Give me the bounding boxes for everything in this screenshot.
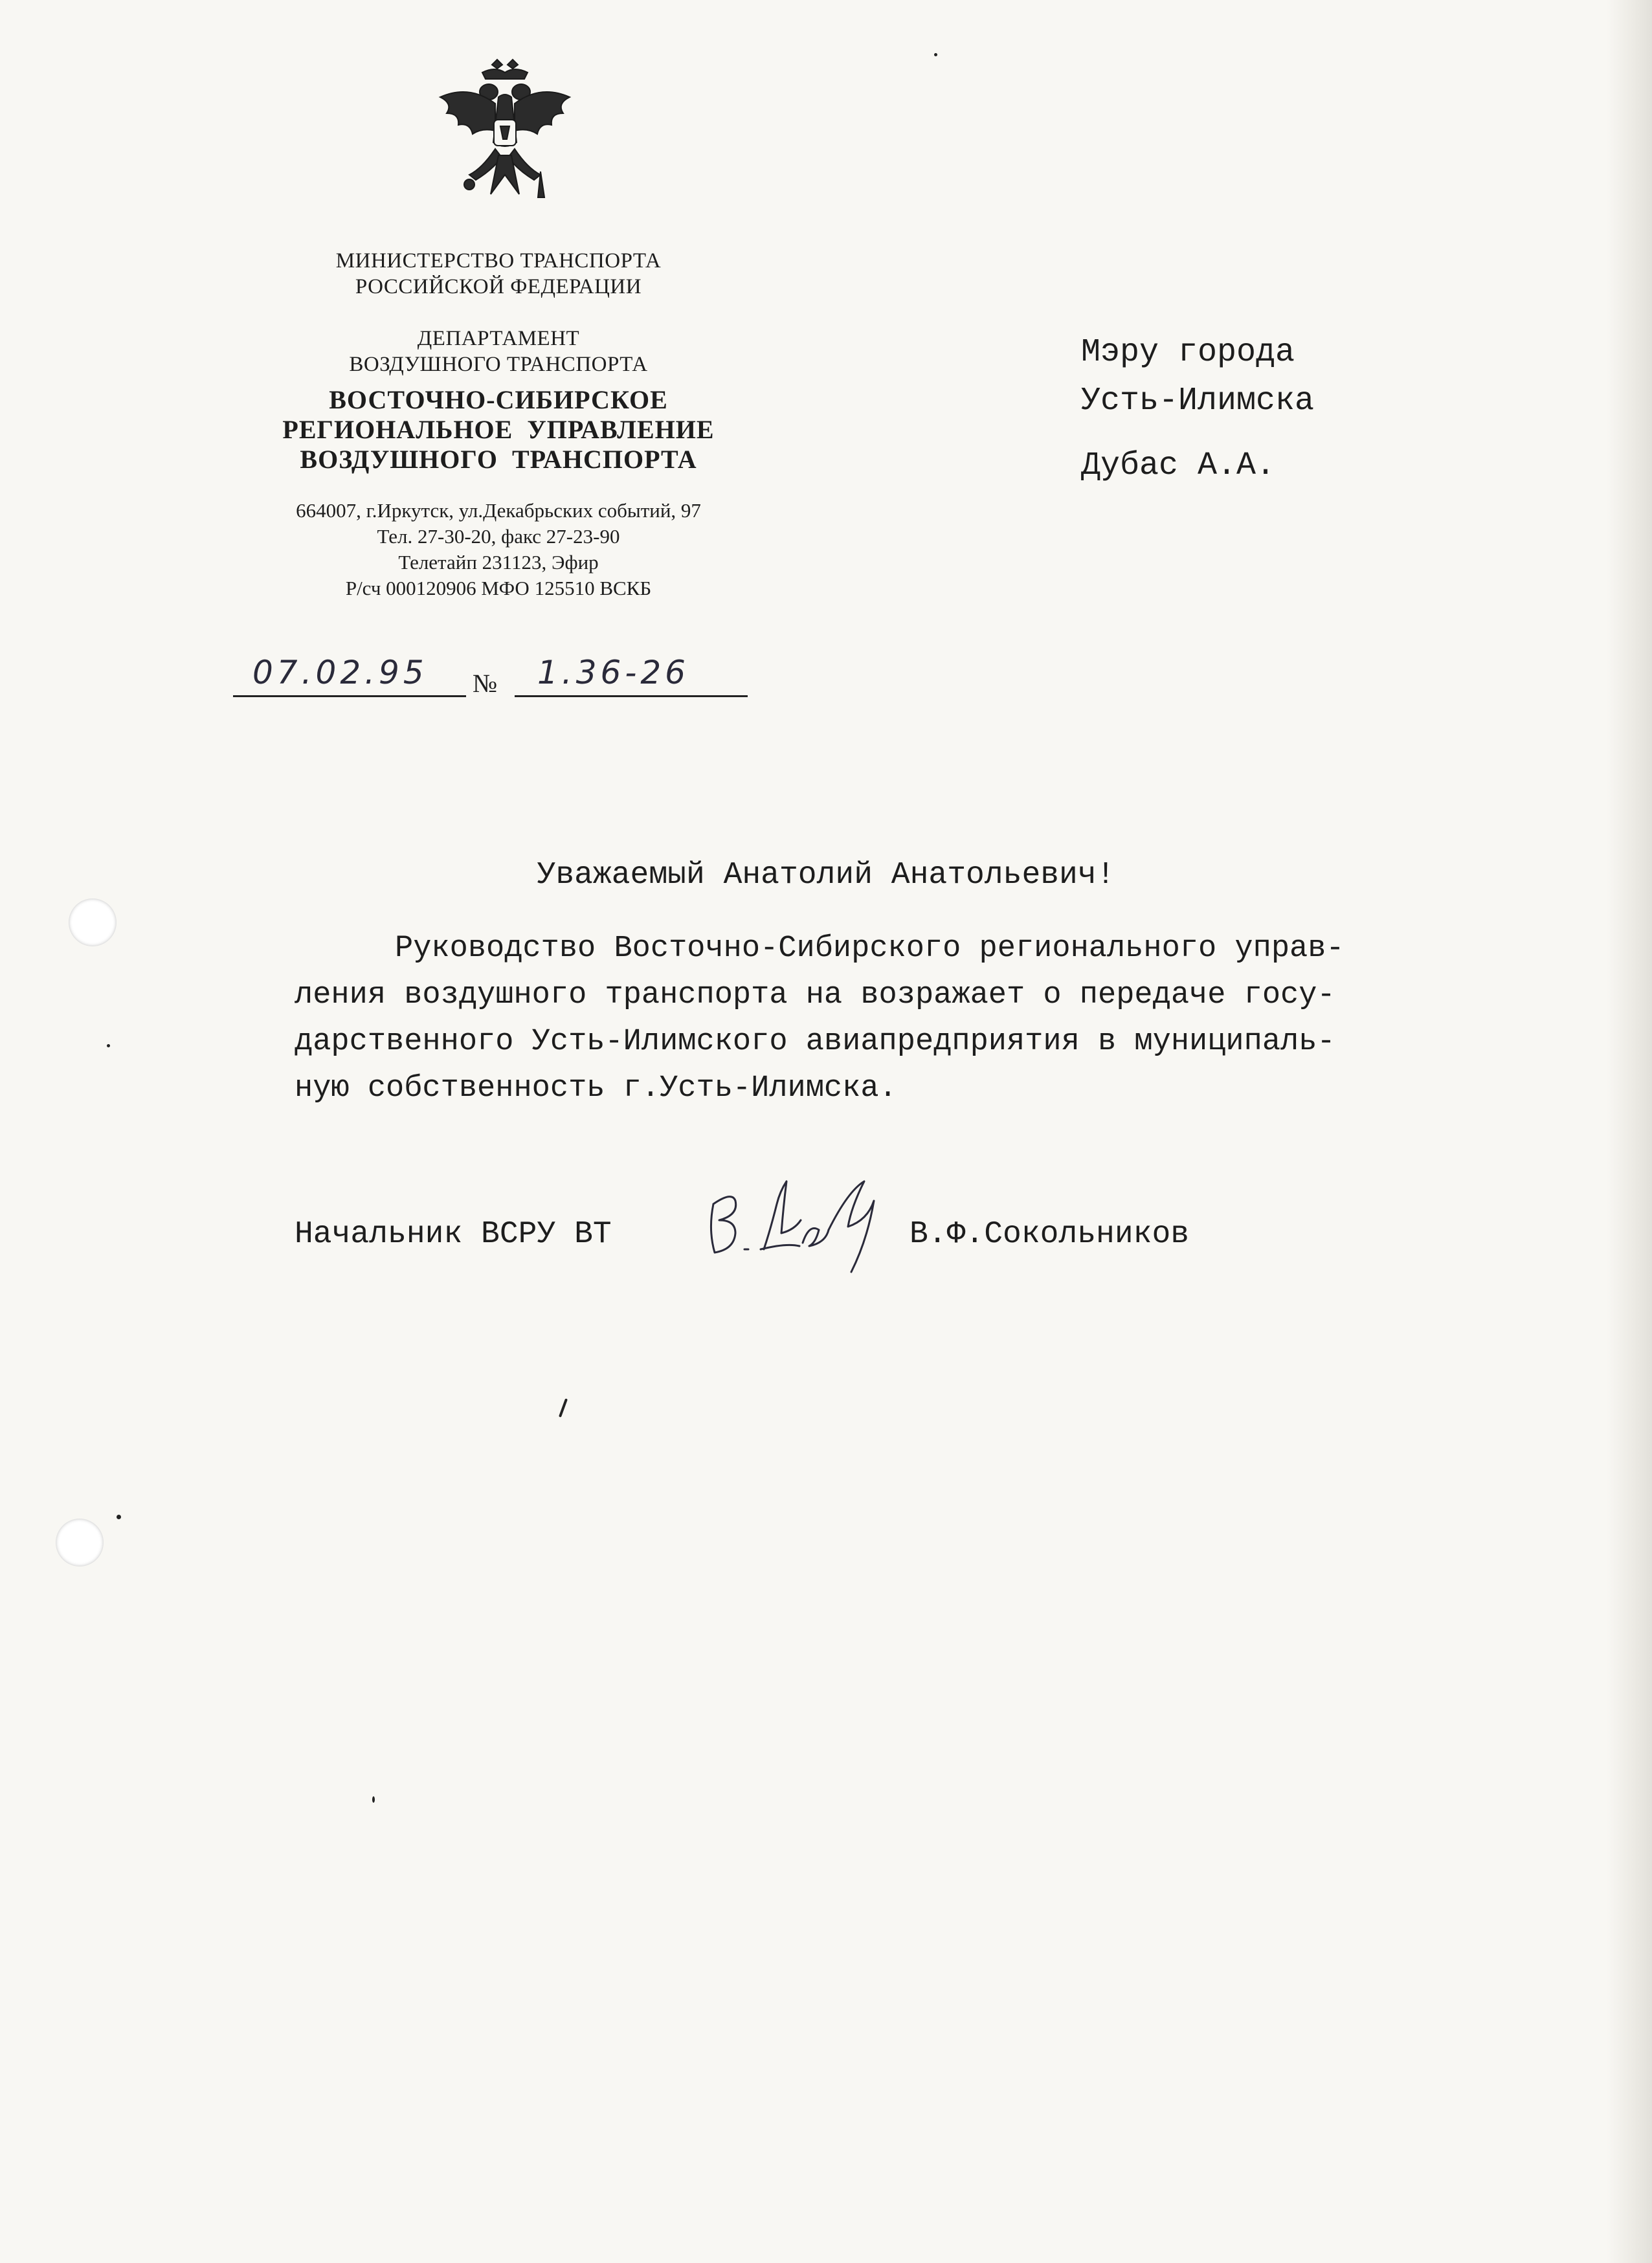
organization-line-2: РЕГИОНАЛЬНОЕ УПРАВЛЕНИЕ: [282, 415, 715, 444]
punch-hole-bottom: [56, 1519, 104, 1566]
coat-of-arms-emblem-icon: [430, 58, 579, 207]
organization-line-1: ВОСТОЧНО-СИБИРСКОЕ: [329, 385, 668, 414]
department-line-2: ВОЗДУШНОГО ТРАНСПОРТА: [349, 353, 648, 376]
ministry-line-1: МИНИСТЕРСТВО ТРАНСПОРТА: [335, 249, 662, 273]
department-line-1: ДЕПАРТАМЕНТ: [417, 327, 580, 350]
recipient-line-1: Мэру города: [1081, 334, 1295, 371]
ink-speck: [559, 1398, 568, 1418]
page-edge-shadow: [1607, 0, 1652, 2263]
address: 664007, г.Иркутск, ул.Декабрьских событий, 97: [296, 499, 701, 522]
bank-account: Р/сч 000120906 МФО 125510 ВСКБ: [345, 577, 652, 599]
date-underline: [233, 695, 466, 697]
reference-line: [233, 654, 751, 699]
punch-hole-top: [69, 898, 117, 946]
handwritten-signature-icon: [699, 1152, 906, 1295]
body-line: ления воздушного транспорта на возражает о передаче госу-: [295, 978, 1335, 1012]
handwritten-date: 07.02.95: [252, 654, 428, 691]
body-line: Руководство Восточно-Сибирского регионального управ-: [395, 931, 1345, 966]
signatory-title: Начальник ВСРУ ВТ: [295, 1217, 612, 1252]
salutation: Уважаемый Анатолий Анатольевич!: [537, 858, 1115, 893]
ministry-line-2: РОССИЙСКОЙ ФЕДЕРАЦИИ: [355, 275, 642, 298]
signatory-name: В.Ф.Сокольников: [910, 1217, 1190, 1252]
letterhead: [220, 248, 777, 601]
ink-speck: [107, 1044, 110, 1047]
ink-speck: [934, 53, 937, 56]
handwritten-number: 1.36-26: [537, 654, 689, 691]
number-sign: №: [473, 669, 498, 698]
letter-body: [295, 926, 1434, 1112]
body-line: дарственного Усть-Илимского авиапредприятия в муниципаль-: [295, 1025, 1335, 1059]
recipient-line-2: Усть-Илимска: [1081, 383, 1315, 419]
phone-fax: Тел. 27-30-20, факс 27-23-90: [377, 525, 620, 548]
recipient-name: Дубас А.А.: [1081, 447, 1276, 484]
ink-speck: [117, 1515, 121, 1519]
number-underline: [515, 695, 748, 697]
ink-speck: [372, 1796, 375, 1803]
organization-line-3: ВОЗДУШНОГО ТРАНСПОРТА: [300, 445, 697, 474]
teletype: Телетайп 231123, Эфир: [398, 551, 599, 574]
body-line: ную собственность г.Усть-Илимска.: [295, 1071, 897, 1106]
